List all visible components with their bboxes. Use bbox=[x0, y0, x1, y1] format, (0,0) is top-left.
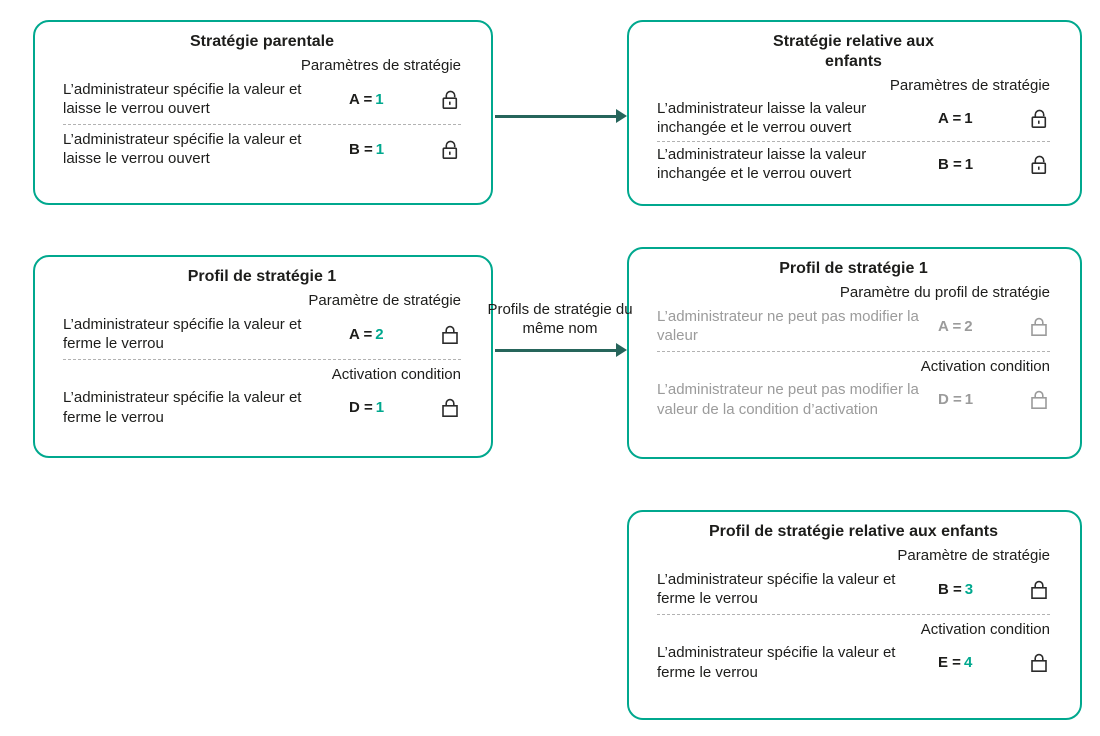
setting-description: L’administrateur ne peut pas modifier la valeur bbox=[657, 307, 919, 344]
section-header: Activation condition bbox=[920, 620, 1050, 638]
setting-description: L’administrateur ne peut pas modifier la valeur de la condition d’activation bbox=[657, 381, 919, 418]
setting-row bbox=[63, 130, 461, 169]
section-header: Paramètres de stratégie bbox=[889, 77, 1050, 94]
param-label: B = bbox=[938, 580, 962, 598]
setting-value bbox=[938, 391, 1024, 408]
dashed-divider bbox=[63, 359, 461, 360]
open-lock-icon bbox=[435, 88, 461, 111]
closed-lock-icon bbox=[1024, 578, 1050, 601]
card-title: Profil de stratégie 1 bbox=[779, 260, 928, 277]
arrow-line bbox=[495, 115, 616, 118]
open-lock-icon bbox=[1024, 153, 1050, 176]
card-title: Stratégie parentale bbox=[189, 33, 335, 50]
setting-value bbox=[938, 110, 1024, 127]
setting-description: L’administrateur spécifie la valeur et ferme le verrou bbox=[63, 389, 302, 426]
card-title: Profil de stratégie relative aux enfants bbox=[709, 523, 998, 540]
param-value: 1 bbox=[964, 109, 973, 127]
child-policy-profile-card bbox=[627, 247, 1082, 459]
parent-policy-card bbox=[33, 20, 493, 205]
param-value: 1 bbox=[375, 90, 384, 108]
closed-lock-icon bbox=[1024, 388, 1050, 411]
setting-value bbox=[938, 318, 1024, 335]
setting-description: L’administrateur spécifie la valeur et ferme le verrou bbox=[657, 570, 896, 607]
policy-profile-card bbox=[33, 255, 493, 458]
dashed-divider bbox=[657, 614, 1050, 615]
open-lock-icon bbox=[1024, 107, 1050, 130]
setting-row bbox=[657, 145, 1050, 184]
setting-value bbox=[349, 91, 435, 108]
child-own-policy-profile-card bbox=[627, 510, 1082, 720]
section-header: Activation condition bbox=[920, 357, 1050, 375]
setting-row bbox=[63, 80, 461, 119]
setting-value bbox=[349, 399, 435, 416]
section-header: Paramètres de stratégie bbox=[300, 57, 461, 74]
closed-lock-icon bbox=[1024, 315, 1050, 338]
param-label: A = bbox=[349, 325, 373, 343]
dashed-divider bbox=[657, 351, 1050, 352]
profile-arrow-label: Profils de stratégie du même nom bbox=[487, 301, 633, 338]
setting-row bbox=[63, 388, 461, 427]
param-label: D = bbox=[938, 391, 962, 408]
param-value: 2 bbox=[964, 317, 973, 335]
dashed-divider bbox=[63, 124, 461, 125]
setting-row bbox=[63, 315, 461, 354]
open-lock-icon bbox=[435, 138, 461, 161]
param-label: A = bbox=[349, 90, 373, 108]
closed-lock-icon bbox=[435, 323, 461, 346]
setting-value bbox=[938, 654, 1024, 671]
parent-to-child-arrow bbox=[495, 108, 627, 124]
param-value: 1 bbox=[964, 391, 974, 408]
setting-description: L’administrateur spécifie la valeur et ferme le verrou bbox=[657, 644, 896, 681]
param-value: 2 bbox=[375, 325, 384, 343]
setting-row bbox=[657, 643, 1050, 682]
param-label: A = bbox=[938, 317, 962, 335]
setting-description: L’administrateur spécifie la valeur et ferme le verrou bbox=[63, 315, 302, 352]
setting-description: L’administrateur laisse la valeur inchangée et le verrou ouvert bbox=[657, 99, 867, 136]
child-policy-card bbox=[627, 20, 1082, 206]
param-label: B = bbox=[938, 155, 962, 173]
setting-value bbox=[938, 581, 1024, 598]
closed-lock-icon bbox=[435, 396, 461, 419]
setting-description: L’administrateur spécifie la valeur et laisse le verrou ouvert bbox=[63, 80, 302, 117]
setting-value bbox=[349, 141, 435, 158]
param-label: B = bbox=[349, 140, 373, 158]
setting-description: L’administrateur laisse la valeur inchangée et le verrou ouvert bbox=[657, 145, 867, 182]
setting-row bbox=[657, 380, 1050, 419]
section-header: Paramètre de stratégie bbox=[308, 292, 461, 309]
setting-row bbox=[657, 307, 1050, 346]
arrow-head-icon bbox=[616, 343, 627, 357]
section-header: Paramètre de stratégie bbox=[897, 547, 1050, 564]
setting-value bbox=[349, 326, 435, 343]
card-title: Profil de stratégie 1 bbox=[187, 268, 337, 285]
setting-row bbox=[657, 570, 1050, 609]
param-value: 1 bbox=[375, 399, 385, 416]
arrow-head-icon bbox=[616, 109, 627, 123]
param-label: E = bbox=[938, 654, 961, 671]
param-label: D = bbox=[349, 399, 373, 416]
section-header: Activation condition bbox=[331, 365, 461, 383]
dashed-divider bbox=[657, 141, 1050, 142]
setting-value bbox=[938, 156, 1024, 173]
param-value: 4 bbox=[963, 654, 973, 671]
card-title: Stratégie relative aux enfants bbox=[773, 33, 934, 70]
param-value: 3 bbox=[964, 580, 974, 598]
closed-lock-icon bbox=[1024, 651, 1050, 674]
param-value: 1 bbox=[375, 140, 385, 158]
param-label: A = bbox=[938, 109, 962, 127]
section-header: Paramètre du profil de stratégie bbox=[839, 284, 1050, 301]
param-value: 1 bbox=[964, 155, 974, 173]
setting-description: L’administrateur spécifie la valeur et laisse le verrou ouvert bbox=[63, 130, 302, 167]
setting-row bbox=[657, 99, 1050, 138]
profile-to-profile-arrow bbox=[495, 342, 627, 358]
arrow-line bbox=[495, 349, 616, 352]
